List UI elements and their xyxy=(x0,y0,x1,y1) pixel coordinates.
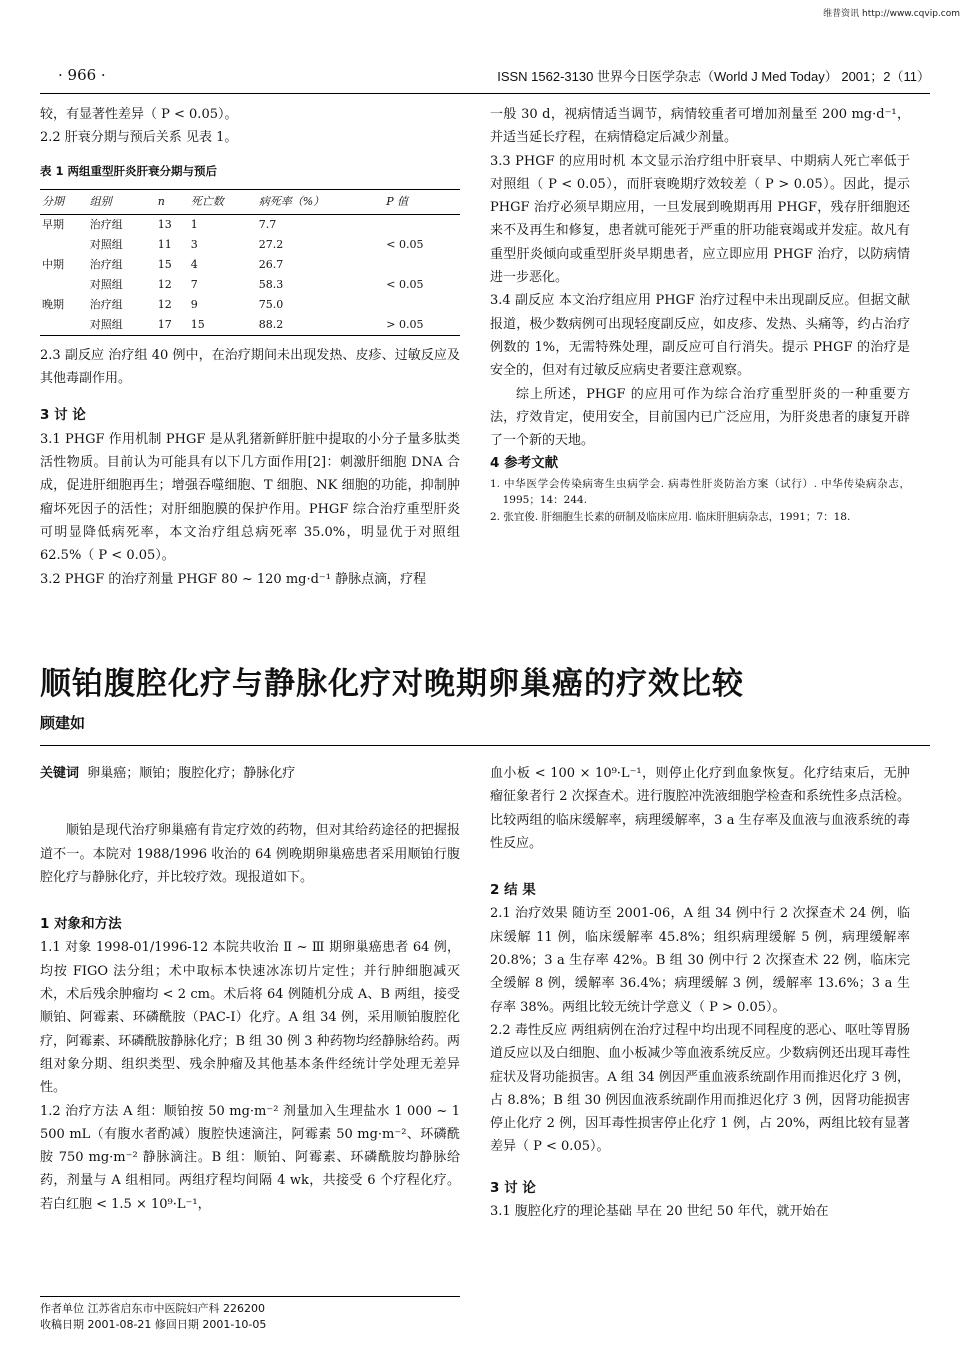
table-cell: 17 xyxy=(156,315,189,336)
received-dates: 收稿日期 2001-08-21 修回日期 2001-10-05 xyxy=(40,1318,267,1331)
paragraph: 较，有显著性差异（ P < 0.05）。 xyxy=(40,107,238,122)
paragraph: 一般 30 d，视病情适当调节，病情较重者可增加剂量至 200 mg·d⁻¹，并适当延长疗程，在病情稳定后减少剂量。 xyxy=(490,107,910,146)
section-3-3: 3.3 PHGF 的应用时机 本文显示治疗组中肝衰早、中期病人死亡率低于对照组（ P < 0.05），而肝衰晚期疗效较差（ P > 0.05）。因此，提示 PHGF 治疗必须早期应用，一旦发展到晚期再用 PHGF，残存肝细胞还来不及再生和修复，患者就可能死于严重的肝功能衰竭或并发症。故凡有重型肝炎倾向或重型肝炎早期患者，应立即应用 PHGF 治疗，以防病情进一步恶化。 xyxy=(490,153,910,286)
table-cell: 88.2 xyxy=(257,315,385,336)
table-cell: 15 xyxy=(189,315,257,336)
table-header-cell: 死亡数 xyxy=(189,189,257,214)
footnote xyxy=(40,1296,460,1333)
table-cell: 7.7 xyxy=(258,217,277,231)
keywords-label: 关键词 xyxy=(40,766,80,781)
section-1-2: 1.2 治疗方法 A 组：顺铂按 50 mg·m⁻² 剂量加入生理盐水 1 000 ~ 1 500 mL（有腹水者酌减）腹腔快速滴注，阿霉素 50 mg·m⁻²、环磷酰胺 750 mg·m⁻² 静脉滴注。B 组：顺铂、阿霉素、环磷酰胺均静脉给药，剂量与 A 组相同。两组疗程均间隔 4 wk，共接受 6 个疗程化疗。若白红胞 < 1.5 × 10⁹·L⁻¹， xyxy=(40,1103,460,1212)
author-unit: 作者单位 江苏省启东市中医院妇产科 226200 xyxy=(40,1302,265,1315)
table-header-cell: n xyxy=(156,189,189,214)
keywords xyxy=(40,762,460,785)
table-cell: 12 xyxy=(157,277,172,291)
table-cell xyxy=(40,235,88,255)
table-row xyxy=(40,315,460,336)
table-row xyxy=(40,214,460,235)
reference-item: 2. 张宜俊. 肝细胞生长素的研制及临床应用. 临床肝胆病杂志，1991；7：18. xyxy=(490,510,851,523)
table-row xyxy=(40,255,460,275)
table-cell: 3 xyxy=(190,237,198,251)
summary-paragraph: 综上所述，PHGF 的应用可作为综合治疗重型肝炎的一种重要方法，疗效肯定，使用安全，目前国内已广泛应用，为肝炎患者的康复开辟了一个新的天地。 xyxy=(490,386,910,449)
paragraph: 血小板 < 100 × 10⁹·L⁻¹，则停止化疗到血象恢复。化疗结束后，无肿瘤征象者行 2 次探查术。进行腹腔冲洗液细胞学检查和系统性多点活检。比较两组的临床缓解率，病理缓解率，3 a 生存率及血液与血液系统的毒性反应。 xyxy=(490,766,910,851)
table-header-cell: 组别 xyxy=(88,189,156,214)
references-heading: 4 参考文献 xyxy=(490,455,559,472)
table-cell: 9 xyxy=(190,297,198,311)
section-2-2: 2.2 毒性反应 两组病例在治疗过程中均出现不同程度的恶心、呕吐等胃肠道反应以及白细胞、血小板减少等血液系统反应。少数病例还出现耳毒性症状及肾功能损害。A 组 34 例因严重血液系统副作用而推迟化疗 3 例，占 8.8%；B 组 30 例因血液系统副作用而推迟化疗 3 例，因肾功能损害停止化疗 2 例，因耳毒性损害停止化疗 1 例，占 20%，两组比较有显著差异（ P < 0.05）。 xyxy=(490,1022,910,1155)
table-cell xyxy=(384,295,460,315)
table-row xyxy=(40,295,460,315)
table-cell: 7 xyxy=(190,277,198,291)
table-cell: 治疗组 xyxy=(89,297,123,311)
keywords-value: 卵巢癌；顺铂；腹腔化疗；静脉化疗 xyxy=(87,766,296,781)
section-3-heading: 3 讨 论 xyxy=(40,407,86,424)
table-row xyxy=(40,275,460,295)
article-title: 顺铂腹腔化疗与静脉化疗对晚期卵巢癌的疗效比较 xyxy=(40,666,744,702)
header-rule xyxy=(40,93,930,94)
table-row xyxy=(40,235,460,255)
section-2-heading: 2 结 果 xyxy=(490,882,536,899)
reference-item: 1. 中华医学会传染病寄生虫病学会. 病毒性肝炎防治方案（试行）. 中华传染病杂志，1995；14：244. xyxy=(490,477,910,506)
table-header-cell: P 值 xyxy=(384,189,460,214)
table-cell: 75.0 xyxy=(258,297,284,311)
table-header-cell: 分期 xyxy=(40,189,88,214)
section-2-1: 2.1 治疗效果 随访至 2001-06，A 组 34 例中行 2 次探查术 24 例，临床缓解 11 例，临床缓解率 45.8%；组织病理缓解 5 例，病理缓解率 20.8%；3 a 生存率 42%。B 组 30 例中行 2 次探查术 22 例，临床完全缓解 8 例，缓解率 36.4%；病理缓解 3 例，缓解率 13.6%；3 a 生存率 38%。两组比较无统计学意义（ P > 0.05）。 xyxy=(490,906,910,1015)
section-3-1: 3.1 腹腔化疗的理论基础 早在 20 世纪 50 年代，就开始在 xyxy=(490,1204,829,1220)
table-cell: 13 xyxy=(157,217,172,231)
table-cell: < 0.05 xyxy=(386,237,424,251)
table-1 xyxy=(40,189,460,336)
page-number: · 966 · xyxy=(58,66,106,84)
table-cell: 治疗组 xyxy=(89,257,123,271)
section-2-3: 2.3 副反应 治疗组 40 例中，在治疗期间未出现发热、皮疹、过敏反应及其他毒副作用。 xyxy=(40,347,460,387)
section-3-4: 3.4 副反应 本文治疗组应用 PHGF 治疗过程中未出现副反应。但据文献报道，极少数病例可出现轻度副反应，如皮疹、发热、头痛等，约占治疗例数的 1%，无需特殊处理，副反应可自行消失。提示 PHGF 的治疗是安全的，但对有过敏反应病史者要注意观察。 xyxy=(490,293,910,379)
table-cell: 晚期 xyxy=(42,297,64,311)
table-cell: 12 xyxy=(157,297,172,311)
section-3-heading: 3 讨 论 xyxy=(490,1179,536,1196)
table-cell: 15 xyxy=(157,257,172,271)
table-cell: 早期 xyxy=(42,217,64,231)
table-cell: 对照组 xyxy=(88,315,156,336)
top-left-column xyxy=(40,103,460,591)
section-2-2: 2.2 肝衰分期与预后关系 见表 1。 xyxy=(40,130,238,146)
table-header-row xyxy=(40,189,460,214)
section-3-2: 3.2 PHGF 的治疗剂量 PHGF 80 ~ 120 mg·d⁻¹ 静脉点滴，疗程 xyxy=(40,571,427,587)
table-cell: 对照组 xyxy=(89,277,123,291)
table-cell: 27.2 xyxy=(258,237,284,251)
table-cell xyxy=(40,315,88,336)
section-1-heading: 1 对象和方法 xyxy=(40,916,122,933)
bottom-left-column xyxy=(40,762,460,1216)
watermark: 维普资讯 http://www.cqvip.com xyxy=(823,9,960,19)
table-cell xyxy=(384,214,460,235)
table-cell: 中期 xyxy=(42,257,64,271)
intro-paragraph: 顺铂是现代治疗卵巢癌有肯定疗效的药物，但对其给药途径的把握报道不一。本院对 1988/1996 收治的 64 例晚期卵巢癌患者采用顺铂行腹腔化疗与静脉化疗，并比较疗效。现报道如下。 xyxy=(40,823,460,885)
reference-list xyxy=(490,476,910,525)
section-1-1: 1.1 对象 1998-01/1996-12 本院共收治 Ⅱ ~ Ⅲ 期卵巢癌患者 64 例，均按 FIGO 法分组；术中取标本快速冰冻切片定性；并行肿细胞减灭术，术后残余肿瘤均 < 2 cm。术后将 64 例随机分成 A、B 两组，接受顺铂、阿霉素、环磷酰胺（PAC-Ⅰ）化疗。A 组 34 例，采用顺铂腹腔化疗，阿霉素、环磷酰胺静脉化疗；B 组 30 例 3 种药物均经静脉给药。两组对象分期、组织类型、残余肿瘤及其他基本条件经统计学处理无差异性。 xyxy=(40,940,460,1096)
table-cell: > 0.05 xyxy=(384,315,460,336)
table-body xyxy=(40,214,460,335)
section-3-1: 3.1 PHGF 作用机制 PHGF 是从乳猪新鲜肝脏中提取的小分子量多肽类活性物质。目前认为可能具有以下几方面作用[2]：刺激肝细胞 DNA 合成，促进肝细胞再生；增强吞噬细胞、T 细胞、NK 细胞的功能，抑制肿瘤坏死因子的活性；对肝细胞膜的保护作用。PHGF 综合治疗重型肝炎可明显降低病死率，本文治疗组总病死率 35.0%，明显优于对照组 62.5%（ P < 0.05）。 xyxy=(40,431,460,564)
table-cell: 1 xyxy=(190,217,198,231)
table-cell: 11 xyxy=(157,237,172,251)
title-rule xyxy=(40,745,930,746)
table-cell: 治疗组 xyxy=(89,217,123,231)
table-header-cell: 病死率（%） xyxy=(257,189,385,214)
table-cell: < 0.05 xyxy=(386,277,424,291)
table-caption: 表 1 两组重型肝炎肝衰分期与预后 xyxy=(40,163,218,178)
bottom-right-column xyxy=(490,762,910,1223)
table-cell xyxy=(40,275,88,295)
table-cell xyxy=(384,255,460,275)
table-cell: 4 xyxy=(190,257,198,271)
page-header xyxy=(40,66,930,90)
journal-info: ISSN 1562-3130 世界今日医学杂志（World J Med Today） 2001；2（11） xyxy=(497,69,930,84)
table-cell: 58.3 xyxy=(258,277,284,291)
table-cell: 对照组 xyxy=(89,237,123,251)
table-cell: 26.7 xyxy=(258,257,284,271)
article-author: 顾建如 xyxy=(40,714,86,732)
top-right-column xyxy=(490,103,910,526)
